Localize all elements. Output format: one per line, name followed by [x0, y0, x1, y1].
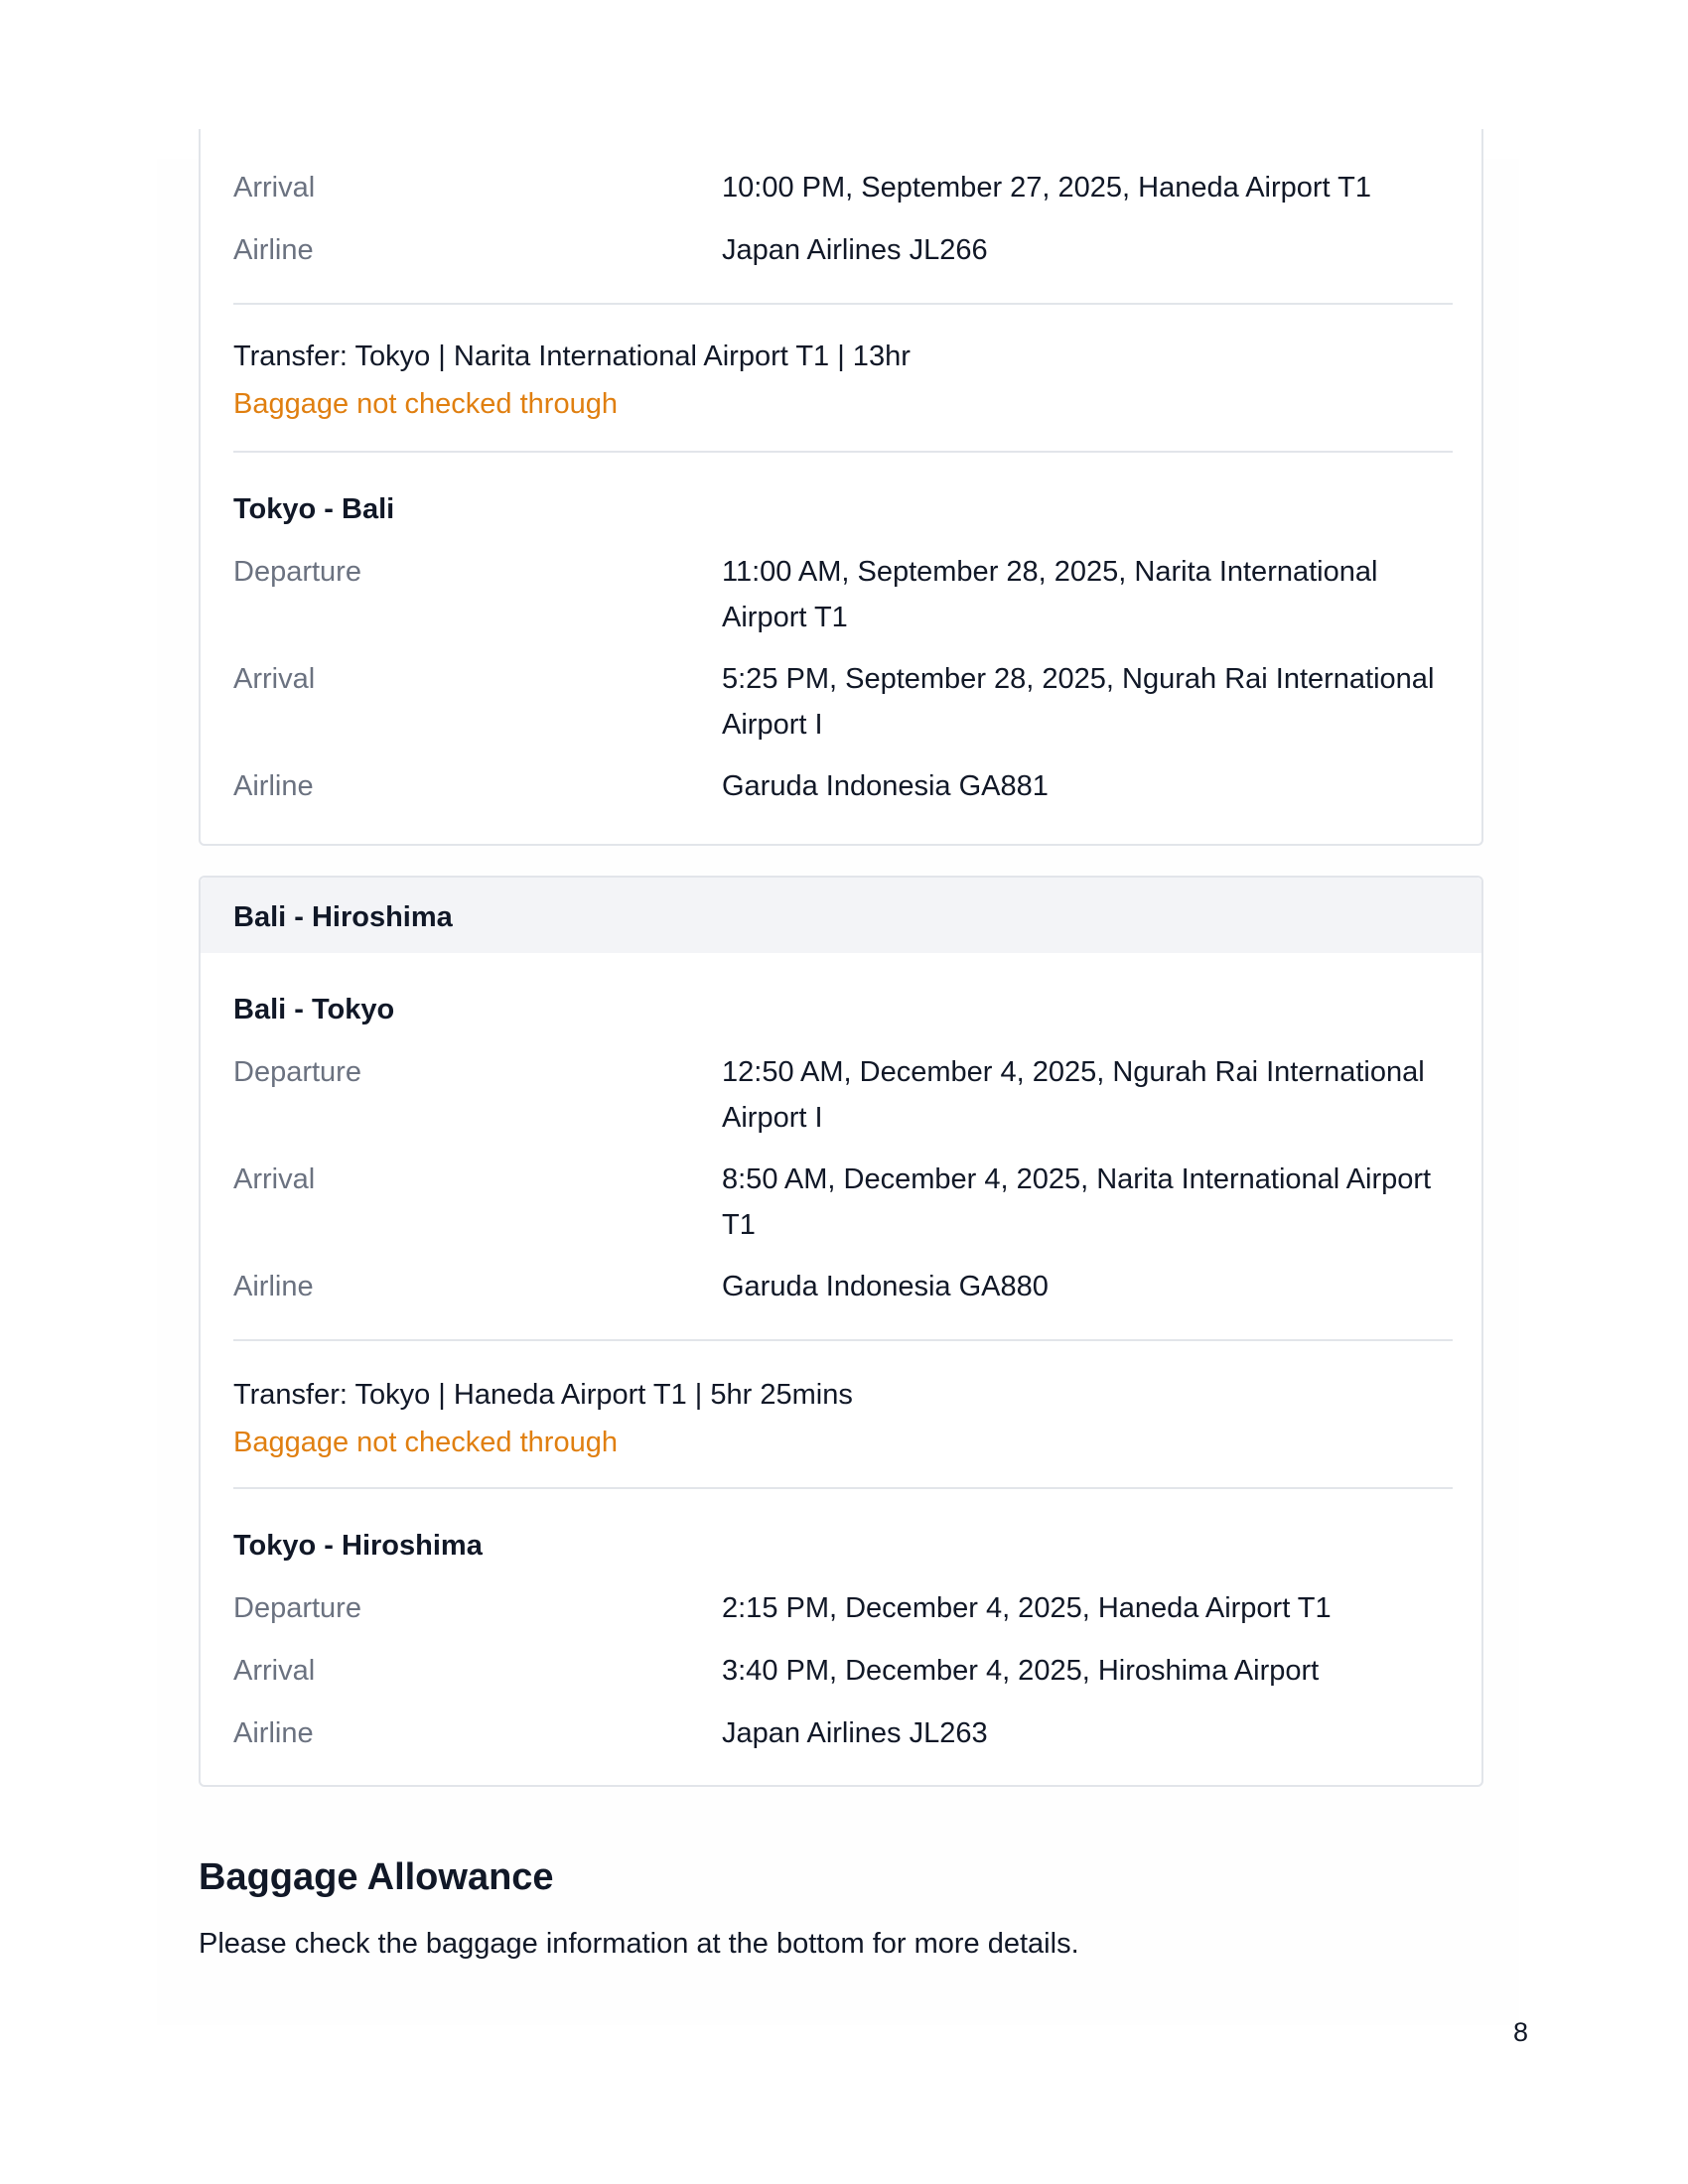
- airline-label: Airline: [233, 1271, 314, 1302]
- airline-label: Airline: [233, 1717, 314, 1749]
- baggage-warning: Baggage not checked through: [233, 1427, 618, 1458]
- departure-value: 2:15 PM, December 4, 2025, Haneda Airport T1: [722, 1592, 1332, 1624]
- card-header: [201, 878, 1481, 953]
- arrival-value: 8:50 AM, December 4, 2025, Narita International Airport T1: [722, 1163, 1432, 1241]
- flight-card-return: [199, 876, 1483, 1787]
- departure-value: 12:50 AM, December 4, 2025, Ngurah Rai International Airport I: [722, 1056, 1425, 1134]
- segment-title: Tokyo - Hiroshima: [233, 1530, 483, 1562]
- divider: [233, 1339, 1453, 1341]
- segment-title: Tokyo - Bali: [233, 493, 395, 525]
- departure-label: Departure: [233, 556, 361, 588]
- departure-value: 11:00 AM, September 28, 2025, Narita International Airport T1: [722, 556, 1378, 633]
- baggage-allowance-heading: Baggage Allowance: [199, 1856, 554, 1898]
- divider: [233, 451, 1453, 453]
- airline-label: Airline: [233, 234, 314, 266]
- airline-value: Japan Airlines JL263: [722, 1717, 988, 1749]
- arrival-value: 5:25 PM, September 28, 2025, Ngurah Rai International Airport I: [722, 663, 1435, 741]
- arrival-label: Arrival: [233, 1655, 316, 1687]
- arrival-label: Arrival: [233, 172, 316, 204]
- arrival-label: Arrival: [233, 1163, 316, 1195]
- trip-title: Bali - Hiroshima: [233, 901, 453, 933]
- airline-value: Garuda Indonesia GA880: [722, 1271, 1049, 1302]
- transfer-info: Transfer: Tokyo | Narita International Airport T1 | 13hr: [233, 341, 911, 372]
- baggage-allowance-text: Please check the baggage information at the bottom for more details.: [199, 1928, 1079, 1960]
- flight-card-outbound: [199, 129, 1483, 846]
- departure-label: Departure: [233, 1056, 361, 1088]
- airline-label: Airline: [233, 770, 314, 802]
- baggage-warning: Baggage not checked through: [233, 388, 618, 420]
- arrival-value: 3:40 PM, December 4, 2025, Hiroshima Airport: [722, 1655, 1320, 1687]
- departure-label: Departure: [233, 1592, 361, 1624]
- arrival-label: Arrival: [233, 663, 316, 695]
- airline-value: Garuda Indonesia GA881: [722, 770, 1049, 802]
- divider: [233, 303, 1453, 305]
- page-number: 8: [1513, 2017, 1529, 2047]
- arrival-value: 10:00 PM, September 27, 2025, Haneda Airport T1: [722, 172, 1371, 204]
- divider: [233, 1487, 1453, 1489]
- segment-title: Bali - Tokyo: [233, 994, 395, 1025]
- transfer-info: Transfer: Tokyo | Haneda Airport T1 | 5hr 25mins: [233, 1379, 853, 1411]
- airline-value: Japan Airlines JL266: [722, 234, 988, 266]
